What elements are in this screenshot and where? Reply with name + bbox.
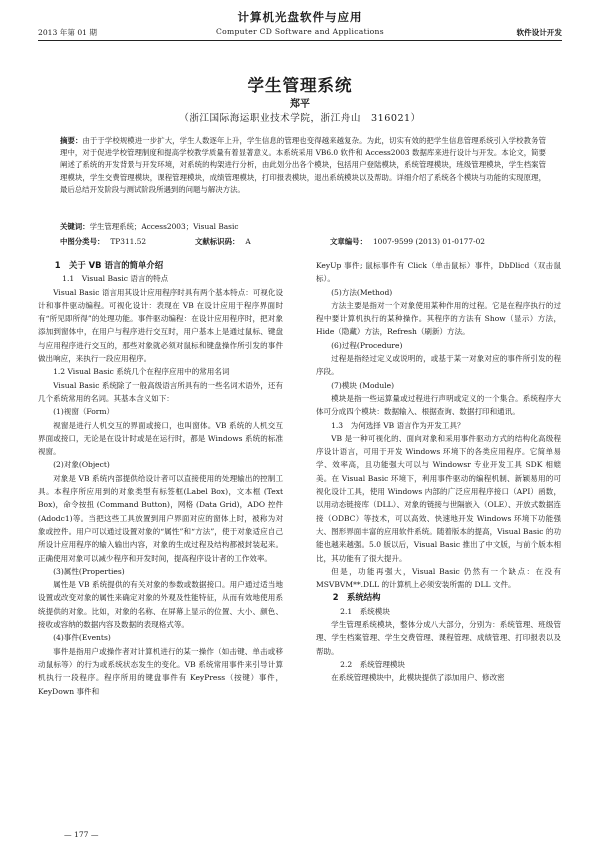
abstract-label: 摘要： (60, 136, 83, 145)
paragraph: Visual Basic 系统除了一般高级语言所具有的一些名词术语外，还有几个系统常用的名词。其基本含义如下： (38, 380, 283, 403)
keywords (60, 221, 546, 232)
paragraph: 但是，功能再强大，Visual Basic 仍然有一个缺点：在没有 MSVBVM**.DLL 的计算机上必须安装所需的 DLL 文件。 (316, 566, 561, 590)
subsection-heading: 2.2 系统管理模块 (340, 659, 405, 669)
subsection-heading: 2.1 系统模块 (340, 606, 390, 616)
doc-code-field (195, 236, 251, 247)
paragraph: 对象是 VB 系统内部提供给设计者可以直接使用的处理输出的控制工具。本程序所应用到的对象类型有标签框(Label Box)，文本框 (Text Box)，命令按扭 (Command Button)，网格 (Data Grid)，ADO 控件 (Adodc1)等。当把这些工具放置到用户界面对应的窗体上时，被称为对象或控件。用户可以通过设置对象的“属性”和“方法”，使于对象适应自己所设计应用程序的输入输出内容，对象的生成过程及结构都被封装起来。正确使用对象可以减少程序和开发时间，提高程序设计者的工作效率。 (38, 473, 283, 563)
paper-title: 学生管理系统 (247, 76, 353, 95)
paragraph: 学生管理系统模块，整体分成八大部分，分别为：系统管理、班级管理、学生档案管理、学生交费管理、课程管理、成绩管理、打印报表以及帮助。 (316, 620, 561, 656)
article-meta (60, 236, 546, 248)
paragraph: 事件是指用户或操作者对计算机进行的某一操作（如击键、单击或移动鼠标等）的行为或系统状态发生的变化。VB 系统常用事件来引导计算机执行一段程序。程序所用的键盘事件有 KeyPress（按键）事件，KeyDown 事件和 (38, 646, 283, 696)
paragraph: Visual Basic 语言用其设计应用程序时具有两个基本特点：可视化设计和事件驱动编程。可视化设计：表现在 VB 在设计应用于程序界面时有“所见即所得”的处理功能。事件驱动编程：在设计应用程序时，把对象添加到窗体中，在用户与程序进行交互时，用户基本上是通过鼠标、键盘与应用程序进行交互的，那些对象就必须对鼠标和键盘操作所引发的事件做出响应，来执行一段应用程序。 (38, 287, 283, 364)
author-name: 郑平 (290, 99, 310, 110)
right-column (316, 259, 561, 685)
paragraph: 视窗是进行人机交互的界面或接口，也叫窗体。VB 系统的人机交互界面或接口，无论是在设计时或是在运行时，都是 Windows 系统的标准视窗。 (38, 420, 283, 457)
clc-label: 中图分类号： (60, 237, 105, 246)
paragraph: 在系统管理模块中，此模块提供了添加用户、修改密 (331, 673, 505, 683)
section-heading: 2 系统结构 (332, 592, 381, 603)
journal-title: 计算机光盘软件与应用 (237, 10, 363, 24)
paragraph: 属性是 VB 系统提供的有关对象的参数或数据接口。用户通过适当地设置或改变对象的属性来确定对象的外观及性能特征，从而有效地使用系统提供的对象。比如，对象的名称、在屏幕上显示的位置、大小、颜色、接收或容纳的数据内容及数据的表现格式等。 (38, 580, 283, 630)
paragraph: 模块是指一些运算量或过程进行声明或定义的一个集合。系统程序大体可分成四个模块：数据输入、根据查询、数据打印和通讯。 (316, 393, 561, 417)
paragraph: 方法主要是指对一个对象使用某种作用的过程。它是在程序执行的过程中要计算机执行的某种操作。其程序的方法有 Show（显示）方法，Hide（隐藏）方法，Refresh（刷新）方法。 (316, 300, 561, 337)
paragraph: VB 是一种可视化的、面向对象和采用事件驱动方式的结构化高级程序设计语言，可用于开发 Windows 环境下的各类应用程序。它简单易学、效率高，且功能强大可以与 Windowsr 专业开发工具 SDK 相媲美。在 Visual Basic 环境下，利用事件驱动的编程机制、新颖易用的可视化设计工具，使用 Windows 内部的广泛应用程序接口（API）函数，以用动态链接库（DLL）、对象的链接与世隔嵌入（OLE）、开放式数据连接（ODBC）等技术，可以高效、快速地开发 Windows 环境下功能强大、图形界面丰富的应用软件系统。随着版本的提高，Visual Basic 的功能也越来越强。5.0 版以后，Visual Basic 推出了中文版，与前个版本相比，其功能有了很大提升。 (316, 433, 561, 563)
subsection-heading: 1.1 Visual Basic 语言的特点 (62, 274, 169, 284)
clc-value: TP311.52 (110, 237, 147, 246)
paragraph: (1)视窗（Form） (53, 407, 115, 417)
journal-english-title: Computer CD Software and Applications (216, 27, 384, 36)
doc-code-label: 文献标识码： (195, 237, 240, 246)
issue-label: 2013 年第 01 期 (38, 28, 98, 37)
paragraph: KeyUp 事件; 鼠标事件有 Click（单击鼠标）事件，DbDlicd（双击鼠标）。 (316, 261, 561, 284)
abstract-text: 由于于学校规模进一步扩大，学生人数逐年上升，学生信息的管理也变得越来越复杂。为此，切实有效的把学生信息管理系统引入学校教务管理中，对于促进学校管理制度和提高学校教学质量有着显著意义。本系统采用 VB6.0 软件和 Access2003 数据库来进行设计与开发。本论文，简要阐述了系统的开发背景与开发环境，对系统的构架进行分析，由此划分出各个模块，包括用户登陆模块，系统管理模块，班级管理模块，学生档案管理模块，学生交费管理模块，课程管理模块，成绩管理模块，打印报表模块，退出系统模块以及帮助。详细介绍了系统各个模块与功能的实现原理，最后总结开发阶段与测试阶段所遇到的问题与解决方法。 (60, 136, 546, 194)
paragraph: (3)属性(Properties) (53, 566, 125, 576)
affiliation: （浙江国际海运职业技术学院，浙江舟山 316021） (179, 113, 421, 124)
doc-code-value: A (245, 237, 251, 246)
paragraph: (7)模块 (Module) (331, 380, 395, 390)
clc-field (60, 236, 146, 247)
section-label: 软件设计开发 (516, 28, 562, 37)
keywords-text: 学生管理系统；Access2003；Visual Basic (89, 222, 239, 231)
left-column (38, 259, 283, 698)
section-heading: 1 关于 VB 语言的简单介绍 (54, 260, 164, 270)
running-header (38, 26, 562, 41)
article-number-label: 文章编号： (330, 237, 367, 246)
paragraph: (6)过程(Procedure) (331, 340, 403, 350)
keywords-label: 关键词： (60, 222, 90, 231)
article-number-value: 1007-9599 (2013) 01-0177-02 (372, 237, 485, 246)
paragraph: 过程是指经过定义或说明的，或基于某一对象对应的事件所引发的程序段。 (316, 354, 561, 377)
paragraph: (5)方法(Method) (331, 287, 393, 297)
article-number-field (330, 236, 485, 247)
page-number: — 177 — (64, 830, 99, 839)
paragraph: (2)对象(Object) (53, 460, 110, 470)
paragraph: (4)事件(Events) (53, 633, 111, 643)
paragraph: 1.2 Visual Basic 系统几个在程序应用中的常用名词 (53, 367, 230, 377)
paragraph: 1.3 为何选择 VB 语言作为开发工具？ (331, 420, 465, 430)
abstract (60, 135, 546, 196)
